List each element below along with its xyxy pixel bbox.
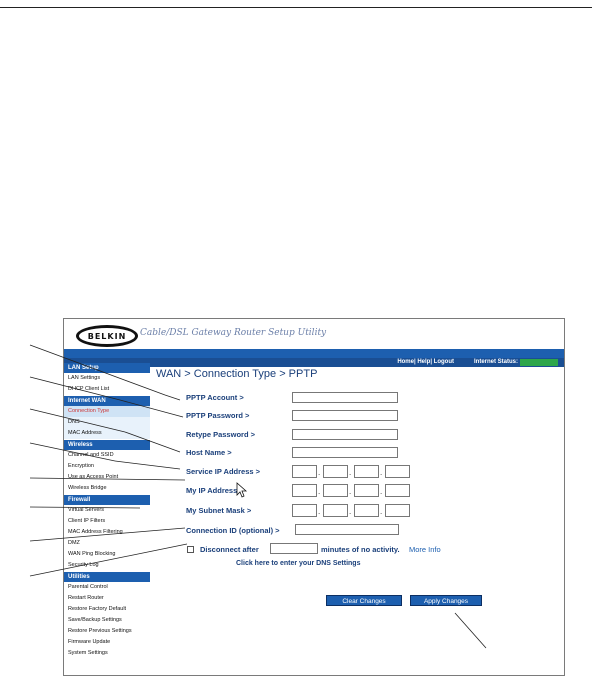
subnet-mask-octet-1[interactable] bbox=[292, 504, 317, 517]
sidebar-item-parental-control[interactable]: Parental Control bbox=[68, 584, 108, 590]
sidebar-item-wireless-bridge[interactable]: Wireless Bridge bbox=[68, 485, 107, 491]
sidebar-item-restore-previous-settings[interactable]: Restore Previous Settings bbox=[68, 628, 132, 634]
my-ip-label: My IP Address bbox=[186, 486, 238, 495]
pptp-password-label: PPTP Password > bbox=[186, 411, 250, 420]
sidebar-item-dns[interactable]: DNS bbox=[64, 417, 150, 428]
service-ip-octet-2[interactable] bbox=[323, 465, 348, 478]
host-name-input[interactable] bbox=[292, 447, 398, 458]
top-bar bbox=[64, 349, 564, 358]
sidebar-item-restart-router[interactable]: Restart Router bbox=[68, 595, 104, 601]
subnet-mask-octet-2[interactable] bbox=[323, 504, 348, 517]
sidebar-section-utilities: Utilities bbox=[64, 572, 150, 582]
subnet-mask-octet-4[interactable] bbox=[385, 504, 410, 517]
sidebar-item-virtual-servers[interactable]: Virtual Servers bbox=[68, 507, 104, 513]
internet-status-label: Internet Status: bbox=[473, 359, 518, 365]
disconnect-label: Disconnect after bbox=[200, 545, 259, 554]
pptp-password-input[interactable] bbox=[292, 410, 398, 421]
dns-settings-link[interactable]: Click here to enter your DNS Settings bbox=[236, 560, 361, 567]
my-ip-octet-1[interactable] bbox=[292, 484, 317, 497]
page-top-rule bbox=[0, 7, 592, 8]
sidebar-section-wireless: Wireless bbox=[64, 440, 150, 450]
more-info-link[interactable]: More Info bbox=[409, 545, 441, 554]
pptp-account-label: PPTP Account > bbox=[186, 393, 244, 402]
sidebar bbox=[64, 362, 150, 676]
logo-text: BELKIN bbox=[87, 331, 127, 341]
clear-changes-button[interactable]: Clear Changes bbox=[326, 595, 402, 606]
sidebar-section-firewall: Firewall bbox=[64, 495, 150, 505]
service-ip-octet-3[interactable] bbox=[354, 465, 379, 478]
main-content: WAN > Connection Type > PPTP PPTP Account > PPTP Password > Retype Password > Host Name > Service IP Address > . . . My IP Address . . . My Subnet Mask > . . . Connection ID (optional) > Disconnect after minutes of no activity. More Info Click here to enter your DNS Settings Clear Changes Apply Changes bbox=[156, 364, 560, 664]
sidebar-item-encryption[interactable]: Encryption bbox=[68, 463, 94, 469]
mouse-pointer-icon bbox=[236, 482, 248, 498]
sidebar-item-connection-type[interactable]: Connection Type bbox=[64, 406, 150, 417]
app-title: Cable/DSL Gateway Router Setup Utility bbox=[140, 328, 327, 338]
sidebar-item-save-backup-settings[interactable]: Save/Backup Settings bbox=[68, 617, 122, 623]
sidebar-item-use-as-access-point[interactable]: Use as Access Point bbox=[68, 474, 119, 480]
subnet-mask-label: My Subnet Mask > bbox=[186, 506, 252, 515]
page-title: WAN > Connection Type > PPTP bbox=[156, 368, 318, 380]
sidebar-item-dhcp-client-list[interactable]: DHCP Client List bbox=[68, 386, 110, 392]
sidebar-item-channel-and-ssid[interactable]: Channel and SSID bbox=[68, 452, 114, 458]
my-ip-octet-2[interactable] bbox=[323, 484, 348, 497]
header bbox=[64, 319, 564, 349]
subnet-mask-octet-3[interactable] bbox=[354, 504, 379, 517]
pptp-account-input[interactable] bbox=[292, 392, 398, 403]
sidebar-item-mac-address-filtering[interactable]: MAC Address Filtering bbox=[68, 529, 123, 535]
service-ip-label: Service IP Address > bbox=[186, 467, 261, 476]
service-ip-octet-4[interactable] bbox=[385, 465, 410, 478]
belkin-logo bbox=[76, 325, 138, 347]
connection-id-label: Connection ID (optional) > bbox=[186, 526, 280, 535]
nav-links[interactable]: Home| Help| Logout bbox=[397, 359, 454, 365]
host-name-label: Host Name > bbox=[186, 448, 232, 457]
sidebar-item-client-ip-filters[interactable]: Client IP Filters bbox=[68, 518, 106, 524]
connection-id-input[interactable] bbox=[295, 524, 399, 535]
sidebar-item-lan-settings[interactable]: LAN Settings bbox=[68, 375, 101, 381]
sidebar-item-firmware-update[interactable]: Firmware Update bbox=[68, 639, 111, 645]
sidebar-section-internet-wan: Internet WAN bbox=[64, 396, 150, 406]
disconnect-checkbox[interactable] bbox=[187, 546, 194, 553]
disconnect-suffix: minutes of no activity. bbox=[321, 545, 400, 554]
sidebar-item-restore-factory-default[interactable]: Restore Factory Default bbox=[68, 606, 127, 612]
retype-password-input[interactable] bbox=[292, 429, 398, 440]
sidebar-item-dmz[interactable]: DMZ bbox=[68, 540, 80, 546]
retype-password-label: Retype Password > bbox=[186, 430, 255, 439]
sidebar-item-system-settings[interactable]: System Settings bbox=[68, 650, 108, 656]
sidebar-item-security-log[interactable]: Security Log bbox=[68, 562, 99, 568]
my-ip-octet-3[interactable] bbox=[354, 484, 379, 497]
sidebar-item-wan-ping-blocking[interactable]: WAN Ping Blocking bbox=[68, 551, 116, 557]
apply-changes-button[interactable]: Apply Changes bbox=[410, 595, 482, 606]
disconnect-minutes-input[interactable] bbox=[270, 543, 318, 554]
sidebar-section-lan-setup: LAN Setup bbox=[64, 363, 150, 373]
my-ip-octet-4[interactable] bbox=[385, 484, 410, 497]
service-ip-octet-1[interactable] bbox=[292, 465, 317, 478]
sidebar-item-mac-address[interactable]: MAC Address bbox=[64, 428, 150, 439]
router-setup-window bbox=[63, 318, 565, 676]
